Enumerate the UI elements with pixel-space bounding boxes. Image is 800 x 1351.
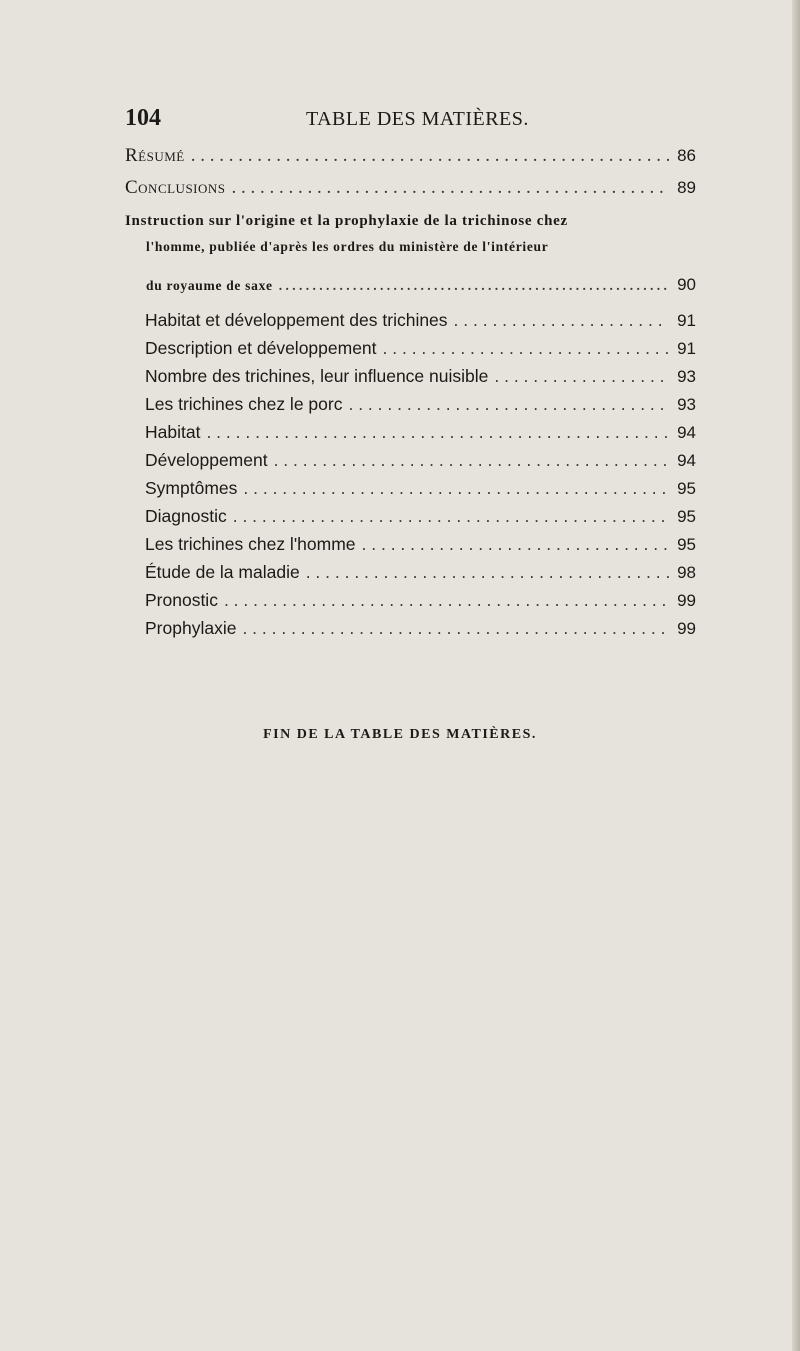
toc-subentry — [145, 560, 696, 585]
toc-subentry — [145, 532, 696, 557]
dot-leader — [348, 392, 669, 416]
toc-subentry-label: Description et développement — [145, 338, 377, 358]
dot-leader — [242, 616, 669, 640]
toc-entry-conclusions — [125, 176, 696, 200]
toc-subentry-label: Diagnostic — [145, 506, 227, 526]
toc-entry-instruction — [125, 209, 696, 259]
dot-leader — [233, 504, 669, 528]
dot-leader — [232, 176, 670, 200]
page-header — [125, 105, 695, 137]
toc-subentry — [145, 616, 696, 641]
toc-entry-label: Conclusions — [125, 177, 226, 198]
toc-subentry-page: 91 — [677, 339, 696, 358]
toc-subentry-page: 95 — [677, 479, 696, 498]
instruction-line-3-row — [146, 273, 696, 298]
dot-leader — [224, 588, 669, 612]
toc-entry-page: 89 — [677, 178, 696, 197]
instruction-line-1: Instruction sur l'origine et la prophylaxie de la trichinose chez — [125, 213, 568, 229]
toc-subentry-label: Étude de la maladie — [145, 562, 300, 582]
toc-subentry — [145, 364, 696, 389]
toc-subentry-label: Les trichines chez l'homme — [145, 534, 356, 554]
toc-subentry-page: 95 — [677, 535, 696, 554]
toc-subentry — [145, 588, 696, 613]
toc-subentry — [145, 504, 696, 529]
toc-subentry-page: 94 — [677, 423, 696, 442]
toc-subentry-page: 98 — [677, 563, 696, 582]
toc-subentry-page: 93 — [677, 367, 696, 386]
dot-leader — [306, 560, 669, 584]
dot-leader — [279, 274, 669, 298]
instruction-line-2: l'homme, publiée d'après les ordres du ministère de l'intérieur — [146, 239, 549, 254]
toc-subentry — [145, 476, 696, 501]
toc-entry-resume — [125, 144, 696, 168]
dot-leader — [206, 420, 669, 444]
dot-leader — [274, 448, 670, 472]
dot-leader — [362, 532, 670, 556]
toc-subentry-label: Habitat et développement des trichines — [145, 310, 448, 330]
toc-subentry-page: 94 — [677, 451, 696, 470]
dot-leader — [243, 476, 669, 500]
toc-entry-page: 90 — [677, 275, 696, 294]
toc-entry-page: 86 — [677, 146, 696, 165]
toc-subentry — [145, 448, 696, 473]
toc-subentry-label: Développement — [145, 450, 268, 470]
toc-subentry-label: Prophylaxie — [145, 618, 237, 638]
page-edge — [792, 0, 800, 1351]
toc-subentry-page: 95 — [677, 507, 696, 526]
toc-subentry-page: 93 — [677, 395, 696, 414]
toc-subentry-label: Les trichines chez le porc — [145, 394, 343, 414]
toc-subentry-page: 99 — [677, 591, 696, 610]
toc-subentry — [145, 308, 696, 333]
toc-subentry — [145, 420, 696, 445]
toc-subentry-page: 99 — [677, 619, 696, 638]
toc-subentry-label: Symptômes — [145, 478, 238, 498]
end-of-table-note: FIN DE LA TABLE DES MATIÈRES. — [263, 727, 537, 742]
dot-leader — [383, 336, 670, 360]
toc-entry-label: Résumé — [125, 145, 185, 166]
toc-subentry — [145, 392, 696, 417]
toc-subentry — [145, 336, 696, 361]
dot-leader — [454, 308, 670, 332]
dot-leader — [494, 364, 669, 388]
page-number: 104 — [125, 105, 161, 131]
running-title: TABLE DES MATIÈRES. — [306, 108, 529, 130]
toc-subentry-label: Pronostic — [145, 590, 218, 610]
instruction-line-3: du royaume de saxe — [146, 278, 273, 293]
toc-subentry-label: Habitat — [145, 422, 201, 442]
dot-leader — [191, 144, 669, 168]
toc-subentry-page: 91 — [677, 311, 696, 330]
toc-subentry-label: Nombre des trichines, leur influence nuisible — [145, 366, 489, 386]
